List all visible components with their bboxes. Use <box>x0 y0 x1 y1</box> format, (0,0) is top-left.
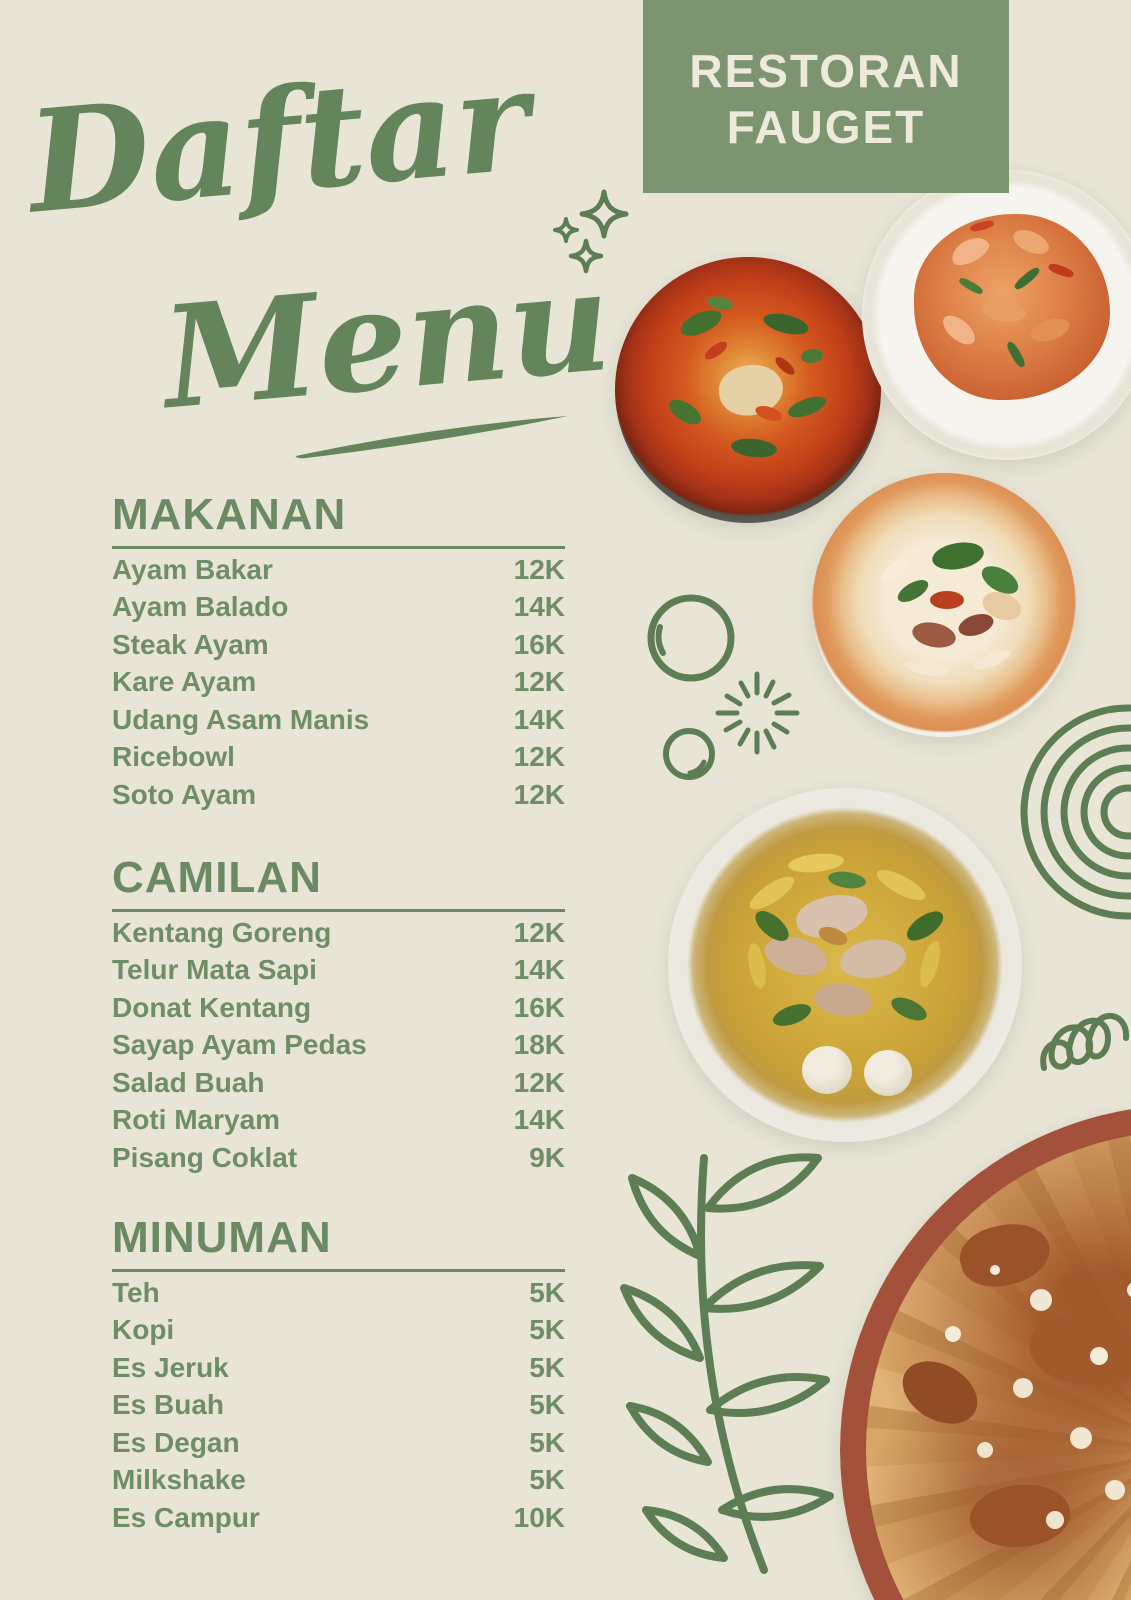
menu-item-name: Teh <box>112 1276 160 1308</box>
menu-item-row <box>112 914 565 952</box>
restaurant-name-line2: FAUGET <box>726 100 926 153</box>
yellow-noodle-pork-soup-photo <box>668 788 1022 1142</box>
menu-item-name: Es Jeruk <box>112 1351 229 1383</box>
menu-item-price: 12K <box>513 1066 565 1098</box>
menu-item-price: 16K <box>513 628 565 660</box>
menu-item-name: Ayam Bakar <box>112 553 273 585</box>
menu-item-price: 14K <box>513 703 565 735</box>
menu-item-name: Kopi <box>112 1314 175 1346</box>
menu-item-name: Pisang Coklat <box>112 1141 298 1173</box>
food-texture-blob <box>916 939 944 990</box>
menu-item-price: 18K <box>513 1029 565 1061</box>
food-texture-blob <box>800 348 824 365</box>
menu-item-row <box>112 1499 565 1537</box>
menu-item-row <box>112 1387 565 1425</box>
menu-item-row <box>112 989 565 1027</box>
spaghetti-bolognese-bowl-photo <box>840 1105 1131 1600</box>
menu-item-name: Milkshake <box>112 1464 246 1496</box>
menu-item-name: Telur Mata Sapi <box>112 954 317 986</box>
menu-item-row <box>112 589 565 627</box>
menu-item-row <box>112 1462 565 1500</box>
menu-item-row <box>112 1139 565 1177</box>
food-texture-blob <box>762 310 811 339</box>
menu-item-price: 12K <box>513 741 565 773</box>
food-texture-blob <box>910 619 958 652</box>
food-texture-blob <box>754 403 785 424</box>
menu-item-name: Ricebowl <box>112 741 235 773</box>
restaurant-name-panel <box>643 0 1009 193</box>
menu-item-row <box>112 551 565 589</box>
fried-shrimp-plate-photo <box>862 170 1131 460</box>
menu-item-row <box>112 1312 565 1350</box>
food-texture-blob <box>802 1046 852 1094</box>
food-texture-blob <box>706 295 734 311</box>
food-texture-blob <box>971 646 1013 673</box>
menu-item-name: Sayap Ayam Pedas <box>112 1029 367 1061</box>
page-title-word2: Menu <box>156 238 617 442</box>
section-title: MINUMAN <box>112 1213 332 1262</box>
menu-item-row <box>112 1027 565 1065</box>
section-title: CAMILAN <box>112 853 322 902</box>
menu-item-price: 10K <box>513 1501 565 1533</box>
food-texture-blob <box>888 993 930 1025</box>
menu-item-name: Es Buah <box>112 1389 225 1421</box>
food-texture-blob <box>677 305 725 341</box>
menu-item-price: 5K <box>529 1464 565 1496</box>
menu-section-camilan <box>112 855 565 1177</box>
tom-yum-chicken-soup-photo <box>615 257 881 523</box>
menu-item-price: 9K <box>529 1141 565 1173</box>
menu-item-row <box>112 1064 565 1102</box>
food-texture-blob <box>785 393 828 422</box>
concentric-circles-doodle <box>1022 702 1131 922</box>
section-divider <box>112 1269 565 1272</box>
menu-item-row <box>112 664 565 702</box>
menu-item-name: Es Degan <box>112 1426 240 1458</box>
menu-item-price: 12K <box>513 553 565 585</box>
food-texture-blob <box>902 906 948 946</box>
food-texture-blob <box>873 864 929 905</box>
food-texture-blob <box>877 554 912 587</box>
food-texture-blob <box>892 1349 989 1437</box>
menu-item-row <box>112 1274 565 1312</box>
restaurant-name-line1: RESTORAN <box>689 44 963 97</box>
menu-item-price: 5K <box>529 1351 565 1383</box>
menu-item-row <box>112 952 565 990</box>
food-texture-blob <box>903 657 949 678</box>
circle-doodle-small <box>659 724 719 784</box>
menu-item-price: 5K <box>529 1426 565 1458</box>
food-texture-blob <box>827 869 867 890</box>
rice-noodle-beef-bowl-photo <box>812 473 1076 737</box>
food-texture-blob <box>930 539 986 574</box>
menu-item-row <box>112 739 565 777</box>
menu-item-price: 5K <box>529 1314 565 1346</box>
food-texture-blob <box>745 871 798 915</box>
menu-item-price: 5K <box>529 1389 565 1421</box>
food-texture-blob <box>730 437 778 460</box>
menu-item-price: 14K <box>513 954 565 986</box>
page-title-word1: Daftar <box>21 38 536 246</box>
menu-item-row <box>112 1349 565 1387</box>
food-texture-blob <box>665 395 705 429</box>
menu-item-price: 5K <box>529 1276 565 1308</box>
food-texture-blob <box>812 981 873 1019</box>
menu-item-name: Donat Kentang <box>112 991 312 1023</box>
food-texture-blob <box>894 576 931 607</box>
section-divider <box>112 909 565 912</box>
food-texture-blob <box>990 1265 1000 1275</box>
menu-item-price: 14K <box>513 591 565 623</box>
menu-item-price: 16K <box>513 991 565 1023</box>
menu-item-name: Kentang Goreng <box>112 916 332 948</box>
menu-section-makanan <box>112 492 565 814</box>
menu-item-price: 12K <box>513 916 565 948</box>
menu-item-price: 12K <box>513 666 565 698</box>
food-texture-blob <box>1024 1304 1131 1395</box>
menu-item-name: Soto Ayam <box>112 778 257 810</box>
menu-item-price: 14K <box>513 1104 565 1136</box>
section-title: MAKANAN <box>112 490 347 539</box>
menu-item-name: Ayam Balado <box>112 591 289 623</box>
food-texture-blob <box>930 591 964 609</box>
menu-item-name: Kare Ayam <box>112 666 257 698</box>
menu-item-price: 12K <box>513 778 565 810</box>
food-texture-blob <box>864 1050 912 1096</box>
squiggle-doodle <box>1040 980 1131 1080</box>
menu-item-name: Salad Buah <box>112 1066 265 1098</box>
starburst-doodle <box>714 670 800 756</box>
menu-item-row <box>112 1424 565 1462</box>
food-texture-blob <box>838 936 909 983</box>
menu-item-row <box>112 626 565 664</box>
menu-section-minuman <box>112 1215 565 1537</box>
food-texture-blob <box>770 1000 814 1031</box>
menu-item-row <box>112 701 565 739</box>
section-divider <box>112 546 565 549</box>
food-texture-blob <box>702 339 730 363</box>
food-texture-blob <box>954 1214 1056 1295</box>
menu-item-row <box>112 776 565 814</box>
menu-item-row <box>112 1102 565 1140</box>
food-texture-blob <box>966 1478 1074 1553</box>
menu-item-name: Roti Maryam <box>112 1104 281 1136</box>
menu-item-name: Steak Ayam <box>112 628 269 660</box>
leaf-branch-doodle <box>622 1148 832 1578</box>
menu-item-name: Udang Asam Manis <box>112 703 370 735</box>
menu-item-name: Es Campur <box>112 1501 260 1533</box>
